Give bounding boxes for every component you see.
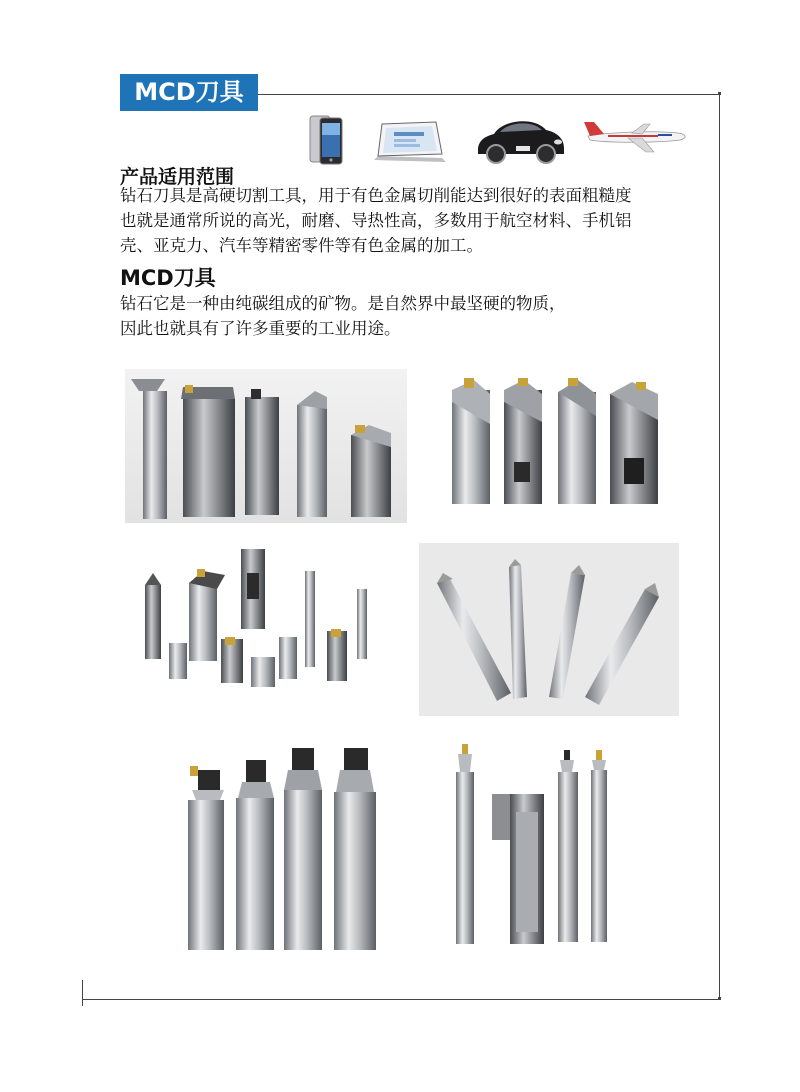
airplane-icon: [582, 116, 690, 156]
mcd-paragraph: [120, 291, 566, 341]
tool-photo-2: [444, 372, 666, 508]
section-heading-mcd: MCD刀具: [120, 266, 216, 290]
paragraph-line: 钻石刀具是高硬切割工具，用于有色金属切削能达到很好的表面粗糙度: [120, 186, 632, 205]
frame-corner-mark: [718, 92, 721, 95]
smartphone-icon: [306, 114, 352, 166]
paragraph-line: 壳、亚克力、汽车等精密零件等有色金属的加工。: [120, 236, 483, 255]
frame-top-line: [258, 94, 720, 95]
tool-photo-4: [419, 543, 679, 716]
frame-bottom-line: [82, 999, 720, 1000]
paragraph-line: 也就是通常所说的高光，耐磨、导热性高，多数用于航空材料、手机铝: [120, 211, 632, 230]
paragraph-line: 钻石它是一种由纯碳组成的矿物。是自然界中最坚硬的物质，: [120, 294, 566, 313]
car-icon: [472, 112, 570, 164]
tool-photo-6: [448, 742, 616, 948]
tool-photo-5: [184, 742, 380, 952]
tablet-icon: [372, 120, 448, 164]
frame-corner-mark: [718, 997, 721, 1000]
applications-paragraph: [120, 183, 632, 258]
tool-photo-1: [125, 369, 407, 523]
paragraph-line: 因此也就具有了许多重要的工业用途。: [120, 319, 401, 338]
frame-left-line: [82, 980, 83, 1006]
page-title-badge: MCD刀具: [120, 74, 258, 111]
tool-photo-3: [135, 545, 413, 695]
frame-right-line: [719, 94, 720, 1000]
section-heading-applications: 产品适用范围: [120, 166, 235, 188]
